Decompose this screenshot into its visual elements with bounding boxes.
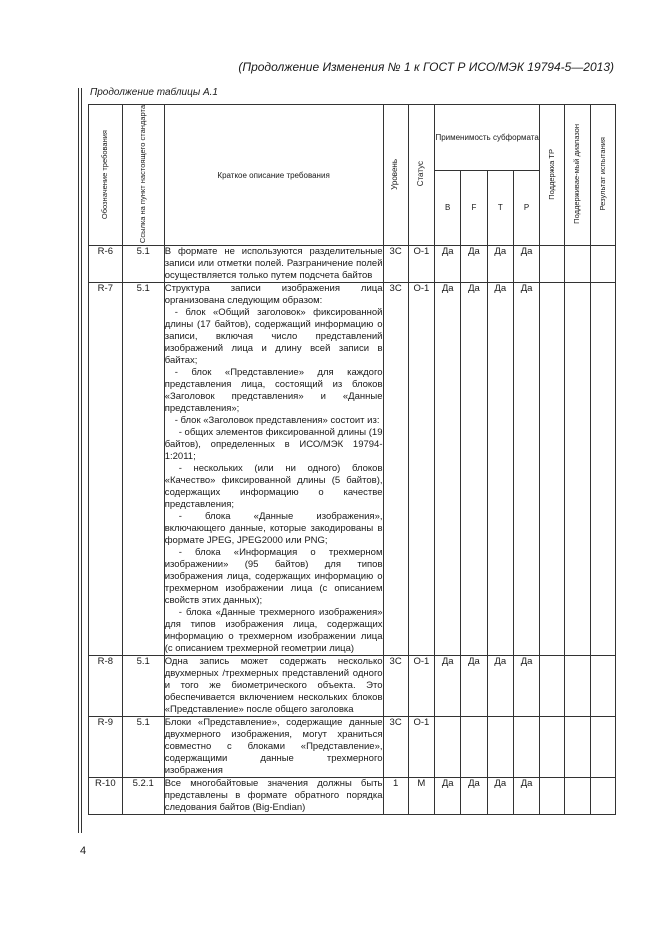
row-t: Да (487, 778, 513, 815)
row-f (461, 717, 487, 778)
row-result (590, 717, 615, 778)
row-status: M (408, 778, 434, 815)
row-t: Да (487, 246, 513, 283)
row-t: Да (487, 283, 513, 656)
row-range (565, 717, 590, 778)
col-applicability: Применимость субформата (435, 105, 540, 171)
row-p: Да (513, 656, 539, 717)
row-range (565, 283, 590, 656)
col-supported-range: Поддерживае-мый диапазон (565, 105, 590, 246)
continuation-header: (Продолжение Изменения № 1 к ГОСТ Р ИСО/МЭК 19794-5—2013) (238, 60, 614, 74)
row-f: Да (461, 283, 487, 656)
row-support-tr (540, 717, 565, 778)
row-f: Да (461, 246, 487, 283)
row-support-tr (540, 778, 565, 815)
row-id: R-7 (89, 283, 123, 656)
col-test-results: Результат испытания (590, 105, 615, 246)
row-level: 3C (383, 246, 408, 283)
row-description: В формате не используются разделительные записи или отметки полей. Разграничение полей осуществляется только путем подсчета байтов (164, 246, 383, 282)
row-f: Да (461, 656, 487, 717)
row-id: R-8 (89, 656, 123, 717)
row-ref: 5.1 (122, 656, 164, 717)
row-t: Да (487, 656, 513, 717)
row-description: Одна запись может содержать несколько двухмерных /трехмерных представлений одного и того же биометрического объекта. Это обеспечивается включением нескольких блоков «Представление» после общего заголовка (164, 656, 383, 716)
col-sub-b: В (435, 170, 461, 245)
row-b: Да (435, 246, 461, 283)
row-result (590, 246, 615, 283)
row-range (565, 778, 590, 815)
row-description: Блоки «Представление», содержащие данные двухмерного изображения, могут храниться совместно с блоками «Представление», содержащими данные трехмерного изображения (164, 717, 383, 777)
table-row (89, 717, 616, 778)
row-result (590, 778, 615, 815)
row-b (435, 717, 461, 778)
row-status: O-1 (408, 283, 434, 656)
row-level: 3C (383, 717, 408, 778)
row-id: R-10 (89, 778, 123, 815)
row-range (565, 246, 590, 283)
table-row (89, 283, 616, 656)
row-level: 3C (383, 283, 408, 656)
page-number: 4 (80, 845, 87, 857)
row-description: Все многобайтовые значения должны быть представлены в формате обратного порядка следования байтов (Big-Endian) (164, 778, 383, 814)
col-reference: Ссылка на пункт настоящего стандарта (122, 105, 164, 246)
row-p: Да (513, 246, 539, 283)
table-row (89, 246, 616, 283)
row-p: Да (513, 778, 539, 815)
row-range (565, 656, 590, 717)
row-support-tr (540, 656, 565, 717)
col-level: Уровень (383, 105, 408, 246)
row-f: Да (461, 778, 487, 815)
row-id: R-9 (89, 717, 123, 778)
row-p: Да (513, 283, 539, 656)
col-description: Краткое описание требования (164, 105, 383, 246)
table-row (89, 656, 616, 717)
margin-double-rule (78, 88, 82, 833)
row-description: Структура записи изображения лица организована следующим образом: - блок «Общий заголовок» фиксированной длины (17 байтов), содержащий информацию о записи, включая число представлений изображений лица и длину всей записи в байтах; - блок «Представление» для каждого представления лица, состоящий из блоков «Заголовок представления» и «Данные представления»; - блок «Заголовок представления» состоит из: - общих элементов фиксированной длины (19 байтов), определенных в ИСО/МЭК 19794-1:2011; - нескольких (или ни одного) блоков «Качество» фиксированной длины (5 байтов), содержащих информацию о качестве представления; - блока «Данные изображения», включающего данные, которые закодированы в формате JPEG, JPEG2000 или PNG; - блока «Информация о трехмерном изображении» (95 байтов) для типов изображения лица, содержащих информацию о трехмерном изображении лица (с описанием свойств этих данных); - блока «Данные трехмерного изображения» для типов изображения лица, содержащих информацию о трехмерном изображении лица (с описанием трехмерной геометрии лица) (164, 283, 383, 655)
col-designation: Обозначение требования (89, 105, 123, 246)
row-level: 3C (383, 656, 408, 717)
row-t (487, 717, 513, 778)
row-b: Да (435, 656, 461, 717)
col-status: Статус (408, 105, 434, 246)
row-support-tr (540, 246, 565, 283)
row-result (590, 283, 615, 656)
col-sub-p: Р (513, 170, 539, 245)
row-b: Да (435, 283, 461, 656)
row-p (513, 717, 539, 778)
col-support-tr: Поддержка ТР (540, 105, 565, 246)
table-row (89, 778, 616, 815)
row-status: O-1 (408, 246, 434, 283)
row-support-tr (540, 283, 565, 656)
col-sub-f: F (461, 170, 487, 245)
row-b: Да (435, 778, 461, 815)
row-status: O-1 (408, 656, 434, 717)
row-ref: 5.1 (122, 717, 164, 778)
col-sub-t: Т (487, 170, 513, 245)
row-ref: 5.1 (122, 283, 164, 656)
row-status: O-1 (408, 717, 434, 778)
row-ref: 5.1 (122, 246, 164, 283)
table-continued-label: Продолжение таблицы А.1 (90, 87, 218, 98)
row-level: 1 (383, 778, 408, 815)
row-ref: 5.2.1 (122, 778, 164, 815)
row-id: R-6 (89, 246, 123, 283)
row-result (590, 656, 615, 717)
requirements-table (88, 104, 616, 815)
